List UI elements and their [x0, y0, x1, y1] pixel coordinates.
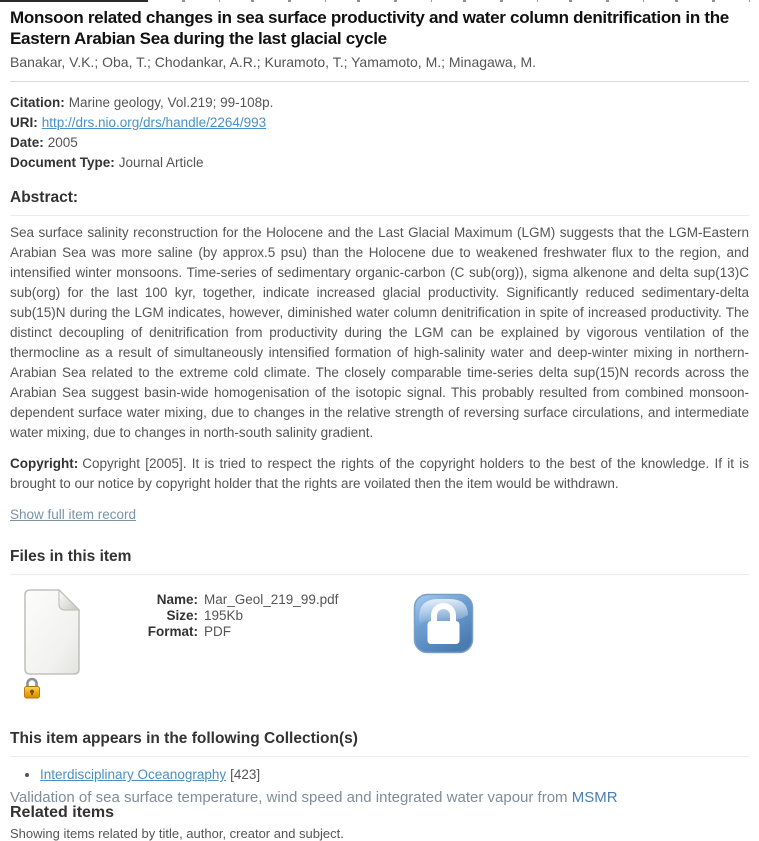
date-label: Date:	[10, 135, 44, 150]
metadata-block	[10, 93, 749, 173]
file-row	[10, 585, 749, 703]
show-full-item-record-link[interactable]: Show full item record	[10, 507, 137, 522]
doctype-value: Journal Article	[118, 155, 204, 170]
collections-section-heading: This item appears in the following Collection(s)	[10, 730, 749, 757]
blue-lock-icon	[413, 593, 474, 659]
file-format-label: Format:	[147, 624, 198, 639]
collection-link[interactable]: Interdisciplinary Oceanography	[40, 767, 227, 782]
citation-row	[10, 93, 749, 113]
doctype-row	[10, 153, 749, 173]
item-record-page	[0, 7, 759, 841]
related-item-title: Validation of sea surface temperature, wind speed and integrated water vapour from	[10, 789, 572, 806]
related-items-heading: Related items	[10, 804, 115, 821]
file-size-label: Size:	[166, 608, 198, 623]
abstract-text: Sea surface salinity reconstruction for the Holocene and the Last Glacial Maximum (LGM) suggests that the LGM-Eastern Arabian Sea was more saline (by approx.5 psu) than the Holocene due to weakened freshwater flux to the region, and intensified winter monsoons. Time-series of sedimentary organic-carbon (C sub(org)), sigma alkenone and delta sup(13)C sub(org) for the last 100 kyr, together, indicate increased glacial productivity. Significantly reduced sedimentary-delta sub(15)N during the LGM indicates, however, diminished water column denitrification in spite of increased productivity. The distinct decoupling of denitrification from productivity during the LGM can be explained by vigorous ventilation of the thermocline as a result of simultaneously intensified formation of high-salinity water and deep-winter mixing in northern-Arabian Sea related to the extreme cold climate. The closely comparable time-series delta sup(15)N records across the Arabian Sea suggest basin-wide homogenisation of the isotopic signal. This probably resulted from combined monsoon-dependent surface water mixing, due to changes in the relative strength of reversing surface circulations, and intermediate water mixing, due to changes in north-south salinity gradient.	[10, 225, 749, 440]
citation-value: Marine geology, Vol.219; 99-108p.	[68, 95, 274, 110]
uri-label: URI:	[10, 115, 38, 130]
related-item-link[interactable]	[10, 788, 749, 807]
citation-label: Citation:	[10, 95, 65, 110]
date-row	[10, 133, 749, 153]
document-file-icon[interactable]	[22, 587, 82, 682]
small-gold-padlock-icon	[22, 677, 42, 704]
collection-list	[10, 766, 749, 784]
copyright-text: Copyright [2005]. It is tried to respect the rights of the copyright holders to the best of the knowledge. If it is brought to our notice by copyright holder that the rights are voilated then the item would be withdrawn.	[10, 456, 749, 491]
file-size-value: 195Kb	[204, 608, 244, 623]
uri-row	[10, 113, 749, 133]
copyright-label: Copyright:	[10, 456, 79, 471]
authors-line: Banakar, V.K.; Oba, T.; Chodankar, A.R.; Kuramoto, T.; Yamamoto, M.; Minagawa, M.	[10, 54, 537, 70]
uri-link[interactable]: http://drs.nio.org/drs/handle/2264/993	[41, 115, 267, 130]
cropped-text-remnants	[148, 0, 759, 2]
related-items-subtitle: Showing items related by title, author, creator and subject.	[10, 826, 344, 841]
file-metadata	[138, 592, 338, 639]
divider	[10, 81, 749, 82]
collection-list-item	[40, 766, 749, 784]
cropped-bar	[0, 0, 148, 2]
files-section-heading: Files in this item	[10, 548, 749, 575]
file-name-label: Name:	[156, 592, 198, 607]
abstract-heading: Abstract:	[10, 189, 749, 216]
file-name-value: Mar_Geol_219_99.pdf	[204, 592, 339, 607]
related-item-acronym: MSMR	[571, 789, 618, 806]
page-title: Monsoon related changes in sea surface productivity and water column denitrification in the Eastern Arabian Sea during the last glacial cycle	[10, 8, 729, 48]
date-value: 2005	[47, 135, 78, 150]
copyright-paragraph	[10, 454, 749, 494]
doctype-label: Document Type:	[10, 155, 115, 170]
cropped-row-artifact	[0, 0, 759, 2]
file-format-value: PDF	[204, 624, 231, 639]
collection-item-count: [423]	[230, 767, 261, 782]
